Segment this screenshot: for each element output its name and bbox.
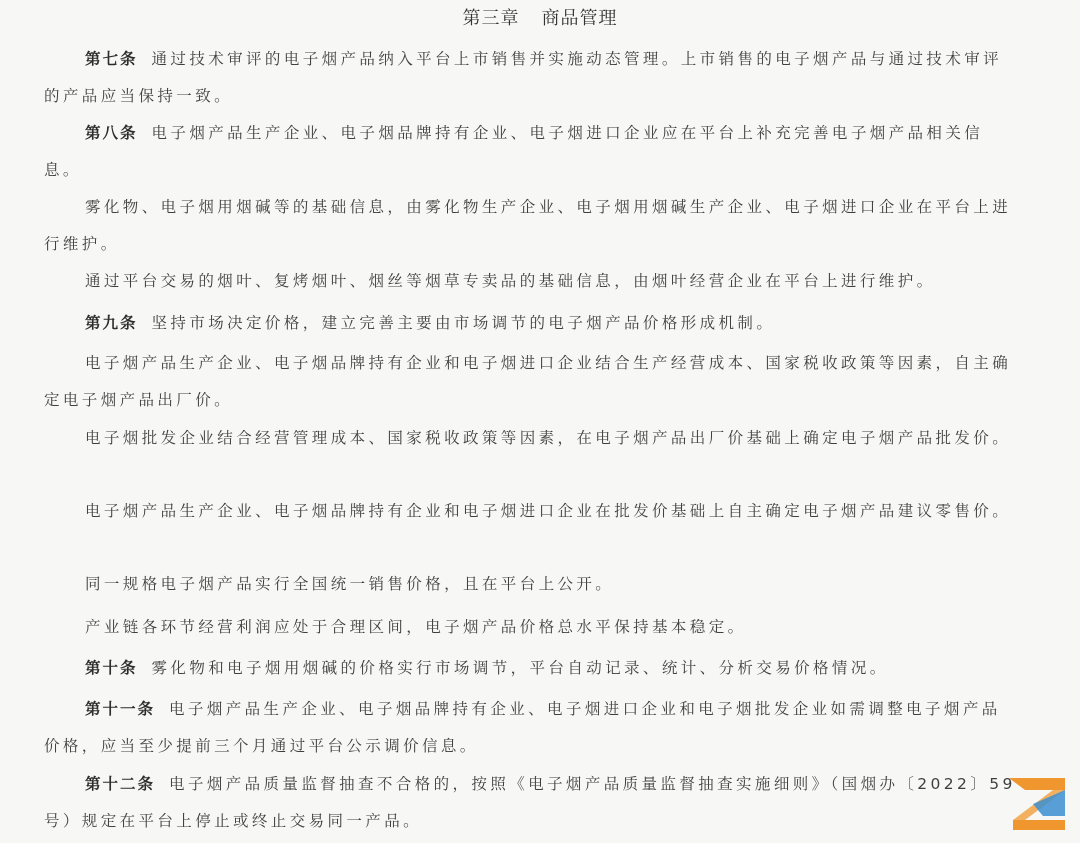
chapter-title <box>0 4 1080 30</box>
paragraph-text: 通过平台交易的烟叶、复烤烟叶、烟丝等烟草专卖品的基础信息，由烟叶经营企业在平台上进行维护。 <box>85 272 936 290</box>
article-number: 第七条 <box>85 50 138 68</box>
paragraph <box>44 345 1018 419</box>
paragraph <box>44 493 1018 530</box>
paragraph-text: 电子烟产品质量监督抽查不合格的，按照《电子烟产品质量监督抽查实施细则》（国烟办〔2022〕59号）规定在平台上停止或终止交易同一产品。 <box>44 775 1016 830</box>
chapter-name: 商品管理 <box>541 8 618 29</box>
paragraph-text: 电子烟批发企业结合经营管理成本、国家税收政策等因素，在电子烟产品出厂价基础上确定电子烟产品批发价。 <box>85 429 1012 447</box>
paragraph-text: 通过技术审评的电子烟产品纳入平台上市销售并实施动态管理。上市销售的电子烟产品与通过技术审评的产品应当保持一致。 <box>44 50 1003 105</box>
paragraph-text: 坚持市场决定价格，建立完善主要由市场调节的电子烟产品价格形成机制。 <box>151 314 776 332</box>
paragraph-article-10 <box>44 650 1018 687</box>
paragraph-article-11 <box>44 691 1018 765</box>
paragraph <box>44 189 1018 263</box>
article-number: 第八条 <box>85 124 138 142</box>
paragraph <box>44 566 1018 603</box>
article-number: 第九条 <box>85 314 138 332</box>
paragraph-text: 雾化物和电子烟用烟碱的价格实行市场调节，平台自动记录、统计、分析交易价格情况。 <box>151 659 889 677</box>
paragraph-article-8 <box>44 115 1018 189</box>
paragraph-article-9 <box>44 305 1018 342</box>
paragraph-text: 产业链各环节经营利润应处于合理区间，电子烟产品价格总水平保持基本稳定。 <box>85 618 747 636</box>
paragraph-text: 同一规格电子烟产品实行全国统一销售价格，且在平台上公开。 <box>85 575 615 593</box>
chapter-label: 第三章 <box>462 8 520 29</box>
z-logo-icon <box>1003 772 1071 832</box>
paragraph <box>44 263 1018 300</box>
article-number: 第十二条 <box>85 775 156 793</box>
paragraph-text: 电子烟产品生产企业、电子烟品牌持有企业和电子烟进口企业结合生产经营成本、国家税收政策等因素，自主确定电子烟产品出厂价。 <box>44 354 1012 409</box>
paragraph-article-7 <box>44 41 1018 115</box>
paragraph-text: 电子烟产品生产企业、电子烟品牌持有企业、电子烟进口企业和电子烟批发企业如需调整电子烟产品价格，应当至少提前三个月通过平台公示调价信息。 <box>44 700 1001 755</box>
paragraph <box>44 420 1018 457</box>
paragraph <box>44 609 1018 646</box>
paragraph-article-12 <box>44 766 1018 840</box>
paragraph-text: 电子烟产品生产企业、电子烟品牌持有企业和电子烟进口企业在批发价基础上自主确定电子烟产品建议零售价。 <box>85 502 1012 520</box>
paragraph-text: 雾化物、电子烟用烟碱等的基础信息，由雾化物生产企业、电子烟用烟碱生产企业、电子烟进口企业在平台上进行维护。 <box>44 198 1012 253</box>
paragraph-text: 电子烟产品生产企业、电子烟品牌持有企业、电子烟进口企业应在平台上补充完善电子烟产品相关信息。 <box>44 124 984 179</box>
article-number: 第十条 <box>85 659 138 677</box>
article-number: 第十一条 <box>85 700 156 718</box>
